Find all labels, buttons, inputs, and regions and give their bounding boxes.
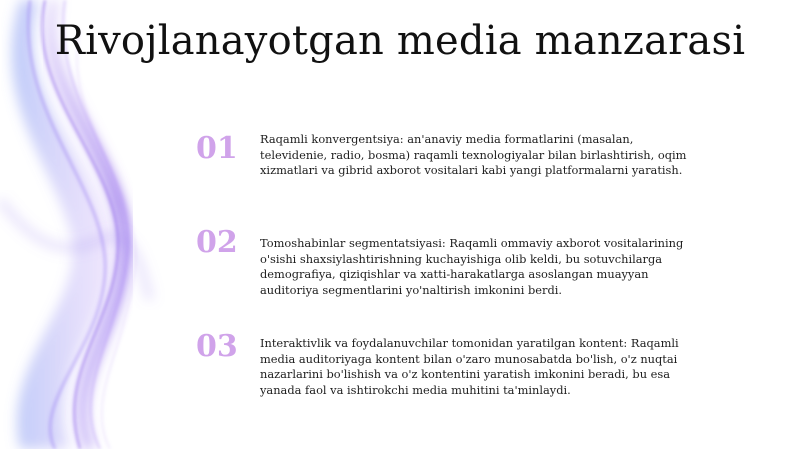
- item-text: Raqamli konvergentsiya: an'anaviy media formatlarini (masalan, televidenie, radio, bosma) raqamli texnologiyalar bilan birlashtirish, oqim xizmatlari va gibrid axborot vositalari kabi yangi platformalarni yaratish.: [260, 132, 687, 177]
- item-number: 03: [196, 329, 238, 364]
- purple-smoke-decoration: [0, 0, 200, 449]
- item-text: Tomoshabinlar segmentatsiyasi: Raqamli ommaviy axborot vositalarining o'sishi shaxsiylashtirishning kuchayishiga olib keldi, bu sotuvchilarga demografiya, qiziqishlar va xatti-harakatlarga asoslangan muayyan auditoriya segmentlarini yo'naltirish imkonini berdi.: [260, 236, 684, 297]
- slide-title: Rivojlanayotgan media manzarasi: [54, 18, 746, 64]
- item-number: 02: [196, 225, 238, 260]
- item-text: Interaktivlik va foydalanuvchilar tomonidan yaratilgan kontent: Raqamli media auditoriyaga kontent bilan o'zaro munosabatda bo'lish, o'z nuqtai nazarlarini bo'lishish va o'z kontentini yaratish imkonini beradi, bu esa yanada faol va ishtirokchi media muhitini ta'minlaydi.: [260, 336, 679, 397]
- item-number: 01: [196, 131, 238, 166]
